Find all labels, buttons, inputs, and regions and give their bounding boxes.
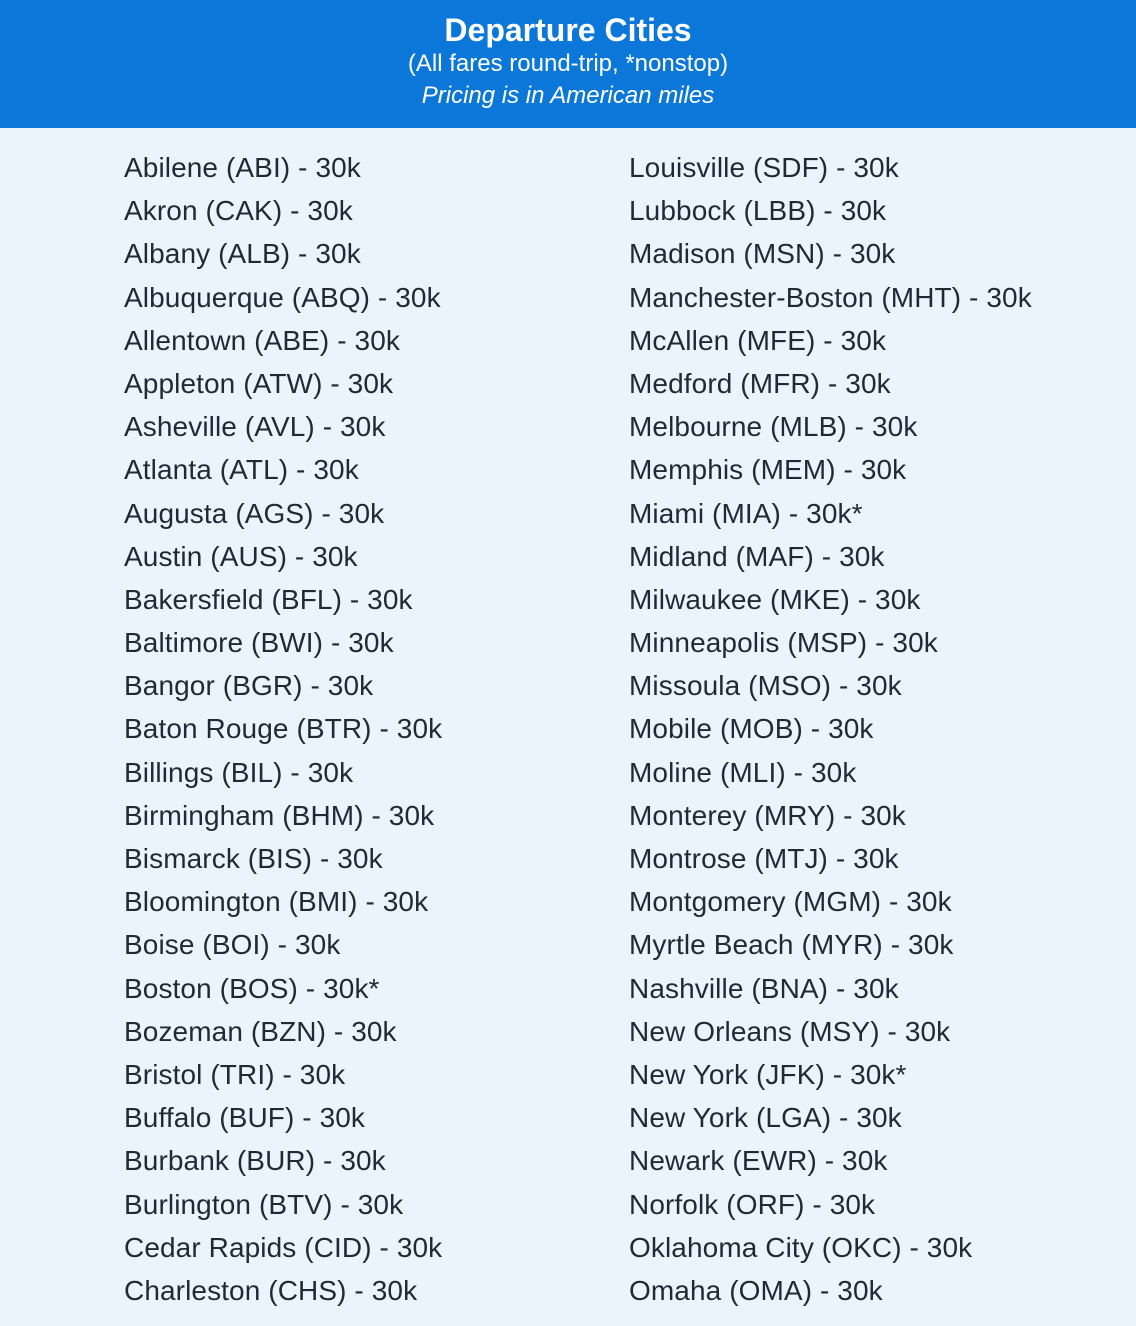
city-list-item: Memphis (MEM) - 30k <box>629 454 907 486</box>
city-list-item: Bloomington (BMI) - 30k <box>124 886 429 918</box>
city-list-item: Nashville (BNA) - 30k <box>629 972 899 1004</box>
city-list-item: New York (LGA) - 30k <box>629 1102 902 1134</box>
city-list-item: Asheville (AVL) - 30k <box>124 411 386 443</box>
city-list-item: Madison (MSN) - 30k <box>629 238 896 270</box>
city-list-item: Moline (MLI) - 30k <box>629 756 857 788</box>
city-list-item: Bangor (BGR) - 30k <box>124 670 374 702</box>
left-city-column <box>124 146 442 1312</box>
city-list-item: Baton Rouge (BTR) - 30k <box>124 713 443 745</box>
city-list-item: Miami (MIA) - 30k* <box>629 497 863 529</box>
city-list-item: Abilene (ABI) - 30k <box>124 152 361 183</box>
city-list-item: Minneapolis (MSP) - 30k <box>629 627 938 659</box>
city-list-item: Burlington (BTV) - 30k <box>124 1188 404 1220</box>
city-list-item: Baltimore (BWI) - 30k <box>124 627 394 659</box>
city-list-item: Lubbock (LBB) - 30k <box>629 195 887 227</box>
city-list-item: Missoula (MSO) - 30k <box>629 670 902 702</box>
city-list-item: Atlanta (ATL) - 30k <box>124 454 359 486</box>
city-list-item: Manchester-Boston (MHT) - 30k <box>629 281 1032 313</box>
city-list-item: Birmingham (BHM) - 30k <box>124 799 435 831</box>
city-list-item: Myrtle Beach (MYR) - 30k <box>629 929 954 961</box>
city-list-item: Montgomery (MGM) - 30k <box>629 886 952 918</box>
city-list-item: Monterey (MRY) - 30k <box>629 799 906 831</box>
city-list-item: Norfolk (ORF) - 30k <box>629 1188 876 1220</box>
city-list-item: Bozeman (BZN) - 30k <box>124 1015 397 1047</box>
city-list-item: Mobile (MOB) - 30k <box>629 713 874 745</box>
header-banner <box>0 0 1136 128</box>
right-city-column <box>629 146 1032 1312</box>
city-list-item: Montrose (MTJ) - 30k <box>629 843 899 874</box>
city-list-item: Billings (BIL) - 30k <box>124 756 354 788</box>
city-list-area <box>0 128 1136 1326</box>
city-list-item: Louisville (SDF) - 30k <box>629 152 899 183</box>
city-list-item: Akron (CAK) - 30k <box>124 195 353 227</box>
city-list-item: Oklahoma City (OKC) - 30k <box>629 1231 973 1263</box>
city-list-item: Albany (ALB) - 30k <box>124 238 361 270</box>
city-list-item: Albuquerque (ABQ) - 30k <box>124 281 441 313</box>
city-list-item: Omaha (OMA) - 30k <box>629 1274 883 1306</box>
city-list-item: Boston (BOS) - 30k* <box>124 972 380 1004</box>
city-list-item: New Orleans (MSY) - 30k <box>629 1015 951 1047</box>
page-subtitle: (All fares round-trip, *nonstop) <box>407 50 729 77</box>
city-list-item: Austin (AUS) - 30k <box>124 540 358 572</box>
city-list-item: Buffalo (BUF) - 30k <box>124 1102 366 1134</box>
city-list-item: Medford (MFR) - 30k <box>629 367 891 399</box>
city-list-item: Newark (EWR) - 30k <box>629 1145 888 1177</box>
page-title: Departure Cities <box>444 12 692 48</box>
city-list-item: Bakersfield (BFL) - 30k <box>124 583 413 615</box>
city-list-item: Melbourne (MLB) - 30k <box>629 411 918 443</box>
city-list-item: Augusta (AGS) - 30k <box>124 497 385 529</box>
city-list-item: Burbank (BUR) - 30k <box>124 1145 386 1177</box>
city-list-item: McAllen (MFE) - 30k <box>629 324 887 356</box>
city-list-item: Appleton (ATW) - 30k <box>124 367 394 399</box>
city-list-item: Charleston (CHS) - 30k <box>124 1274 418 1306</box>
pricing-note: Pricing is in American miles <box>421 82 715 109</box>
city-list-item: Allentown (ABE) - 30k <box>124 324 400 356</box>
city-list-item: Boise (BOI) - 30k <box>124 929 341 961</box>
city-list-item: Bismarck (BIS) - 30k <box>124 843 383 874</box>
city-list-item: Milwaukee (MKE) - 30k <box>629 583 921 615</box>
city-list-item: Cedar Rapids (CID) - 30k <box>124 1231 443 1263</box>
city-list-item: New York (JFK) - 30k* <box>629 1058 907 1090</box>
city-list-item: Midland (MAF) - 30k <box>629 540 885 572</box>
city-list-item: Bristol (TRI) - 30k <box>124 1058 346 1090</box>
